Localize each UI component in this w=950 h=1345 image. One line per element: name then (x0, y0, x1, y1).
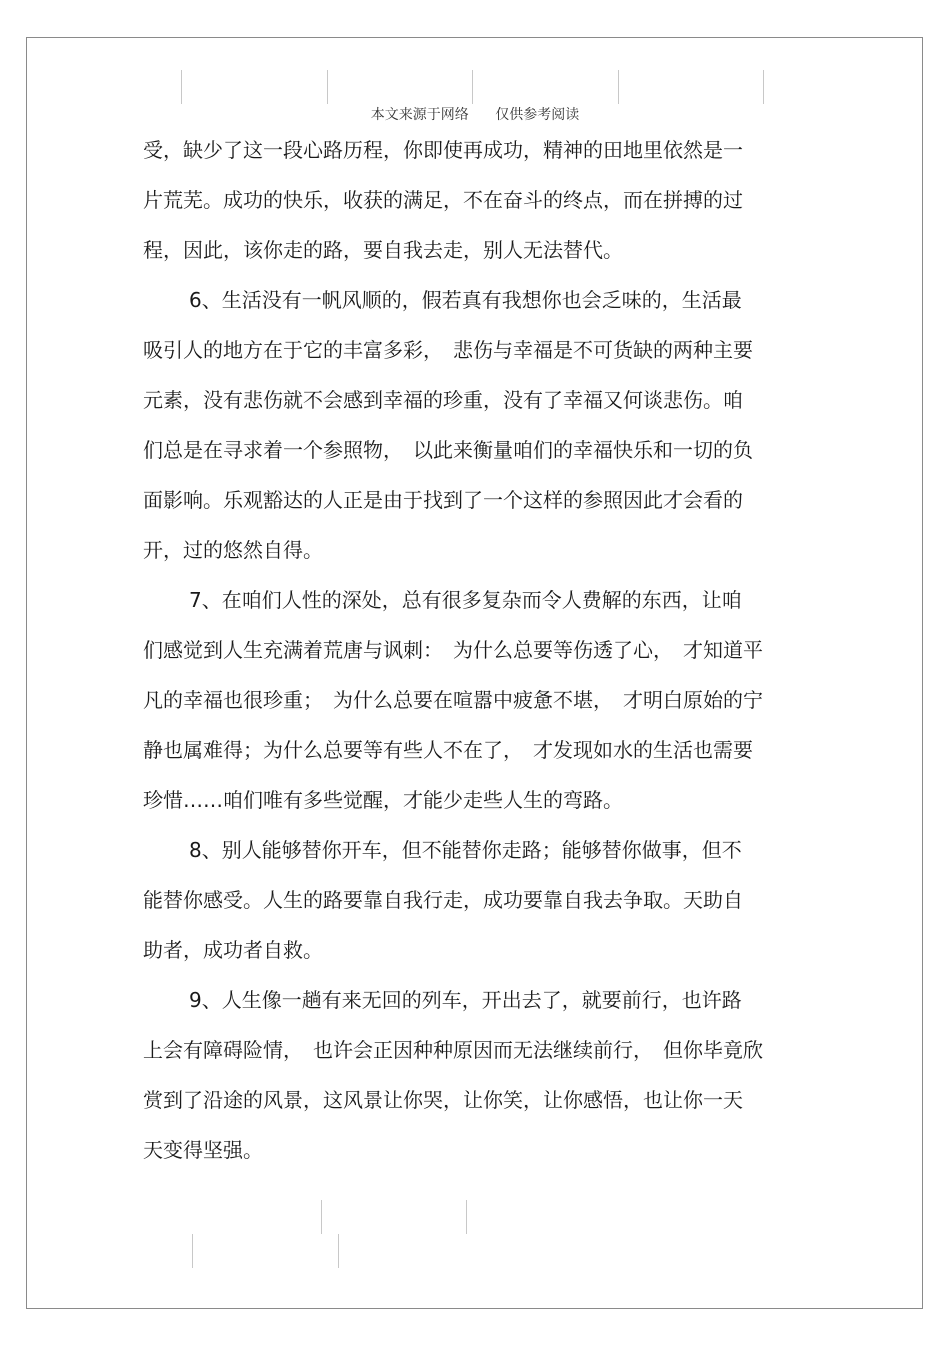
text-line: 开，过的悠然自得。 (143, 538, 323, 562)
text-line: 凡的幸福也很珍重； 为什么总要在喧嚣中疲惫不堪， 才明白原始的宁 (143, 688, 763, 712)
text-line: 元素，没有悲伤就不会感到幸福的珍重，没有了幸福又何谈悲伤。咱 (143, 388, 743, 412)
text-line: 天变得坚强。 (143, 1138, 263, 1162)
scan-tick-mark (472, 70, 473, 104)
text-line: 静也属难得；为什么总要等有些人不在了， 才发现如水的生活也需要 (143, 738, 753, 762)
text-line: 上会有障碍险情， 也许会正因种种原因而无法继续前行， 但你毕竟欣 (143, 1038, 763, 1062)
text-line: 吸引人的地方在于它的丰富多彩， 悲伤与幸福是不可货缺的两种主要 (143, 338, 753, 362)
scan-tick-mark (327, 70, 328, 104)
scan-tick-mark (192, 1234, 193, 1268)
scan-tick-mark (321, 1200, 322, 1234)
header-reference: 仅供参考阅读 (495, 107, 580, 123)
paragraph-start-line: 7、在咱们人性的深处，总有很多复杂而令人费解的东西，让咱 (189, 588, 742, 612)
text-line: 们感觉到人生充满着荒唐与讽刺： 为什么总要等伤透了心， 才知道平 (143, 638, 763, 662)
page-frame (26, 37, 923, 1309)
paragraph-start-line: 6、生活没有一帆风顺的，假若真有我想你也会乏味的，生活最 (189, 288, 742, 312)
text-line: 们总是在寻求着一个参照物， 以此来衡量咱们的幸福快乐和一切的负 (143, 438, 753, 462)
page-header (0, 104, 950, 124)
text-line: 能替你感受。人生的路要靠自我行走，成功要靠自我去争取。天助自 (143, 888, 743, 912)
text-line: 珍惜……咱们唯有多些觉醒，才能少走些人生的弯路。 (143, 788, 623, 812)
scan-tick-mark (181, 70, 182, 104)
text-line: 面影响。乐观豁达的人正是由于找到了一个这样的参照因此才会看的 (143, 488, 743, 512)
text-line: 助者，成功者自救。 (143, 938, 323, 962)
scan-tick-mark (618, 70, 619, 104)
text-line: 受，缺少了这一段心路历程，你即使再成功，精神的田地里依然是一 (143, 138, 743, 162)
scan-tick-mark (763, 70, 764, 104)
header-source: 本文来源于网络 (370, 107, 469, 123)
paragraph-start-line: 9、人生像一趟有来无回的列车，开出去了，就要前行，也许路 (189, 988, 742, 1012)
text-line: 片荒芜。成功的快乐，收获的满足，不在奋斗的终点，而在拼搏的过 (143, 188, 743, 212)
scan-tick-mark (466, 1200, 467, 1234)
paragraph-start-line: 8、别人能够替你开车，但不能替你走路；能够替你做事，但不 (189, 838, 742, 862)
scan-tick-mark (338, 1234, 339, 1268)
text-line: 程，因此，该你走的路，要自我去走，别人无法替代。 (143, 238, 623, 262)
text-line: 赏到了沿途的风景，这风景让你哭，让你笑，让你感悟，也让你一天 (143, 1088, 743, 1112)
